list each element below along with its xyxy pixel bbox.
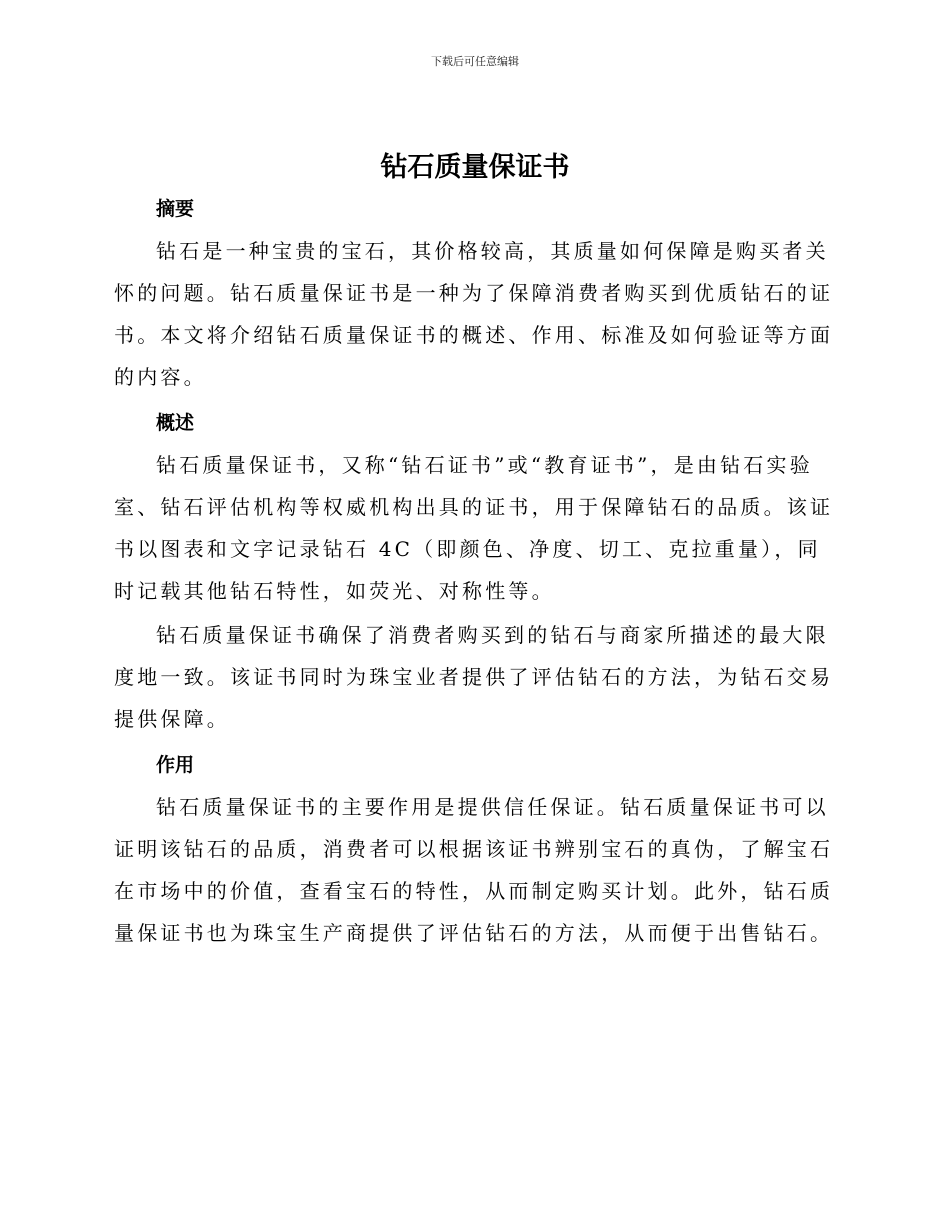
section-heading: 概述 bbox=[156, 412, 195, 434]
page-header: 下载后可任意编辑 bbox=[431, 55, 519, 68]
section-heading: 摘要 bbox=[156, 198, 195, 220]
section-overview bbox=[114, 406, 836, 740]
document-body bbox=[114, 146, 836, 956]
section-heading: 作用 bbox=[156, 754, 195, 776]
paragraph: 钻石是一种宝贵的宝石，其价格较高，其质量如何保障是购买者关怀的问题。钻石质量保证书是一种为了保障消费者购买到优质钻石的证书。本文将介绍钻石质量保证书的概述、作用、标准及如何验证等方面的内容。 bbox=[114, 239, 834, 389]
section-purpose bbox=[114, 748, 836, 954]
paragraph: 钻石质量保证书的主要作用是提供信任保证。钻石质量保证书可以证明该钻石的品质，消费者可以根据该证书辨别宝石的真伪，了解宝石在市场中的价值，查看宝石的特性，从而制定购买计划。此外，钻石质量保证书也为珠宝生产商提供了评估钻石的方法，从而便于出售钻石。 bbox=[114, 795, 834, 945]
paragraph: 钻石质量保证书，又称“钻石证书”或“教育证书”，是由钻石实验室、钻石评估机构等权威机构出具的证书，用于保障钻石的品质。该证书以图表和文字记录钻石 4C（即颜色、净度、切工、克拉重量），同时记载其他钻石特性，如荧光、对称性等。 bbox=[114, 453, 834, 603]
document-title: 钻石质量保证书 bbox=[380, 152, 570, 183]
paragraph: 钻石质量保证书确保了消费者购买到的钻石与商家所描述的最大限度地一致。该证书同时为珠宝业者提供了评估钻石的方法，为钻石交易提供保障。 bbox=[114, 623, 834, 731]
section-abstract bbox=[114, 192, 836, 398]
